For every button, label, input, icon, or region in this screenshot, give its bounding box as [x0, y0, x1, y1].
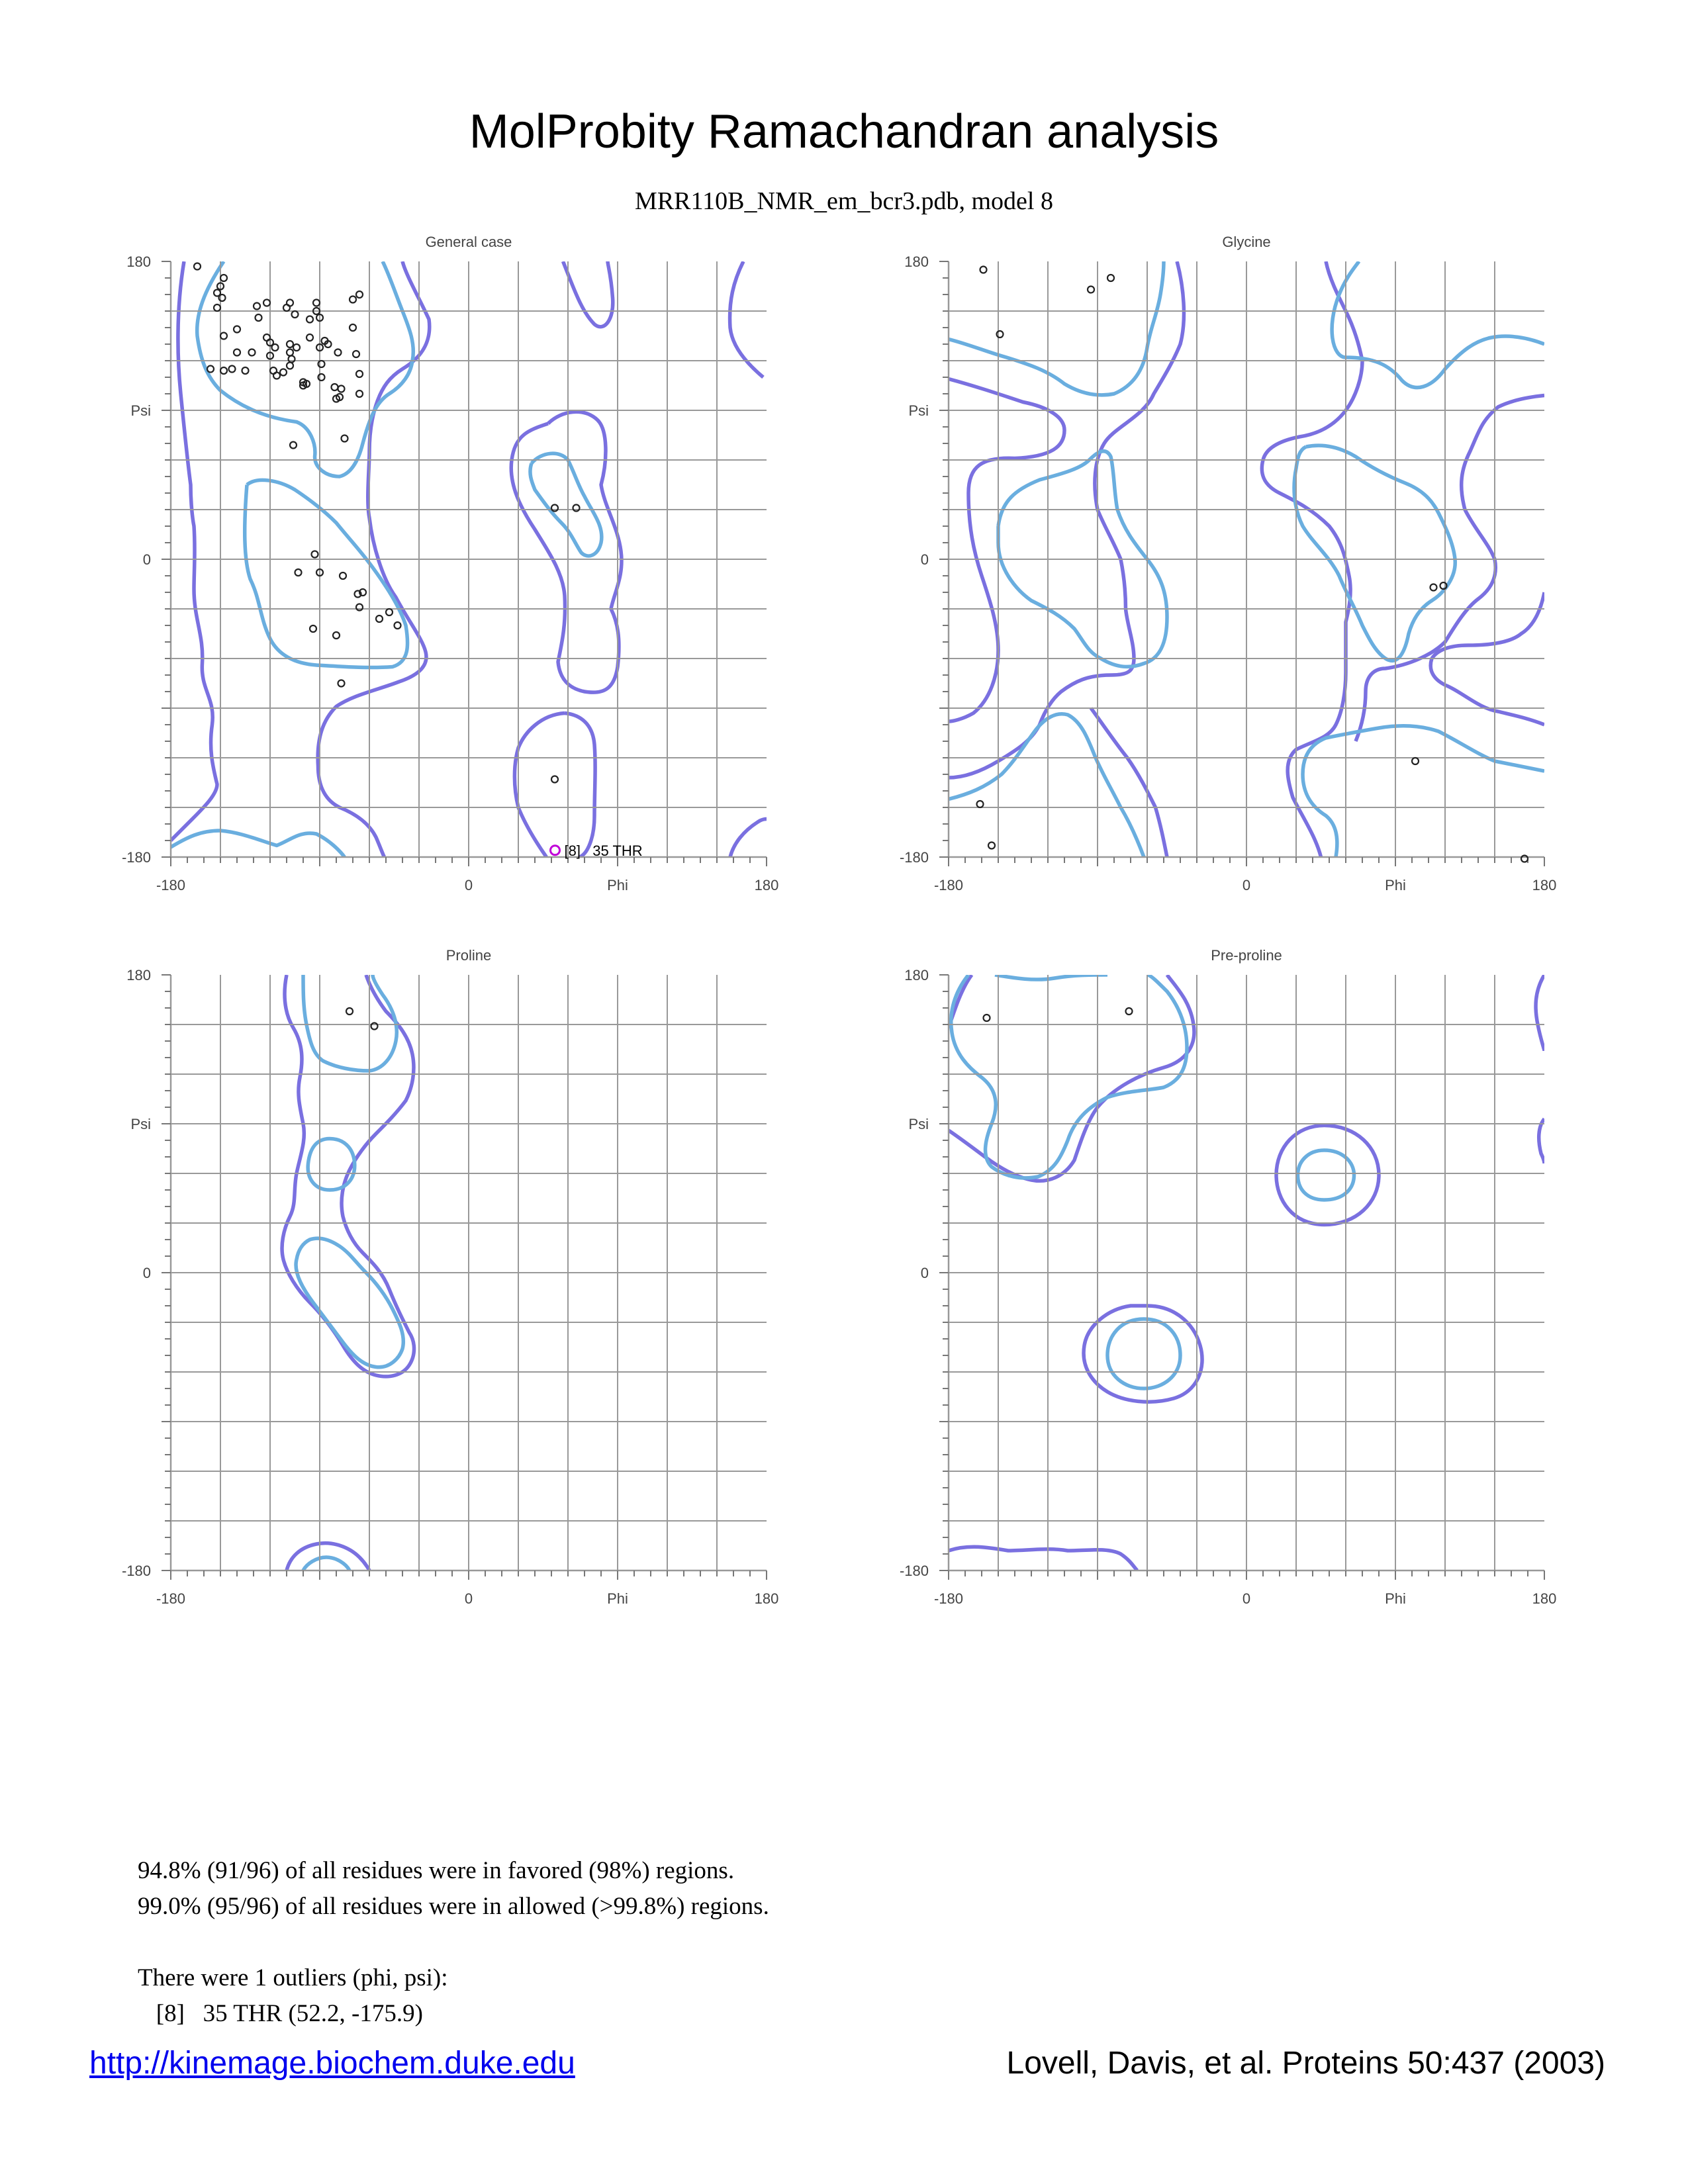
y-tick-label: -180 — [121, 1563, 151, 1579]
x-axis-label: Phi — [607, 1590, 628, 1607]
x-tick-label: 0 — [1242, 1590, 1251, 1607]
y-tick-label: 0 — [920, 1265, 929, 1281]
outlier-line: [8] 35 THR (52.2, -175.9) — [138, 2000, 423, 2027]
pre-proline-plot — [900, 947, 1556, 1607]
residue-point — [350, 296, 356, 303]
residue-point — [346, 1008, 353, 1015]
residue-point — [306, 316, 313, 323]
x-tick-label: 180 — [754, 877, 779, 893]
residue-point — [293, 344, 300, 351]
glycine-title: Glycine — [1222, 234, 1271, 250]
page-title: MolProbity Ramachandran analysis — [469, 105, 1219, 158]
residue-point — [356, 390, 363, 397]
residue-point — [214, 304, 220, 311]
x-axis-label: Phi — [1385, 877, 1406, 893]
residue-point — [306, 334, 313, 341]
residue-point — [1430, 584, 1437, 591]
residue-point — [1126, 1008, 1133, 1015]
residue-point — [292, 311, 299, 318]
residue-point — [386, 609, 393, 615]
y-axis-label: Psi — [130, 402, 151, 419]
general-case-plot — [122, 234, 778, 893]
x-tick-label: 180 — [1532, 1590, 1557, 1607]
residue-point — [287, 341, 293, 347]
summary — [138, 1853, 769, 2032]
residue-point — [1088, 287, 1094, 293]
y-tick-label: 180 — [126, 967, 151, 983]
residue-point — [1412, 758, 1419, 764]
residue-point — [356, 371, 363, 377]
residue-point — [287, 349, 293, 356]
x-tick-label: -180 — [156, 1590, 186, 1607]
x-tick-label: -180 — [933, 877, 964, 893]
y-tick-label: 180 — [904, 967, 929, 983]
pre-proline-title: Pre-proline — [1211, 947, 1282, 964]
citation: Lovell, Davis, et al. Proteins 50:437 (2003) — [1006, 2046, 1605, 2081]
residue-point — [984, 1015, 990, 1021]
page-subtitle: MRR110B_NMR_em_bcr3.pdb, model 8 — [635, 187, 1053, 215]
residue-point — [335, 349, 342, 356]
residue-point — [272, 344, 279, 351]
residue-point — [332, 384, 338, 390]
residue-point — [350, 324, 356, 331]
y-tick-label: -180 — [121, 849, 151, 866]
y-tick-label: 0 — [142, 1265, 151, 1281]
residue-point — [395, 622, 401, 629]
residue-point — [310, 625, 316, 632]
residue-point — [980, 267, 987, 273]
residue-point — [234, 349, 240, 356]
x-tick-label: 0 — [464, 1590, 473, 1607]
residue-point — [290, 442, 297, 449]
proline-plot — [122, 947, 778, 1607]
residue-point — [194, 263, 201, 270]
residue-point — [229, 366, 236, 373]
residue-point — [207, 366, 214, 373]
favored-summary: 94.8% (91/96) of all residues were in favored (98%) regions. — [138, 1857, 735, 1884]
outliers-header: There were 1 outliers (phi, psi): — [138, 1964, 448, 1991]
y-axis-label: Psi — [908, 402, 929, 419]
y-tick-label: -180 — [899, 1563, 929, 1579]
outlier-label: [8] 35 THR — [564, 842, 643, 859]
x-tick-label: 180 — [1532, 877, 1557, 893]
glycine-plot — [900, 234, 1556, 893]
x-tick-label: -180 — [156, 877, 186, 893]
residue-point — [287, 300, 293, 306]
residue-point — [988, 842, 995, 849]
x-tick-label: -180 — [933, 1590, 964, 1607]
residue-point — [280, 369, 287, 376]
residue-point — [256, 314, 262, 321]
residue-point — [234, 326, 240, 333]
x-tick-label: 0 — [464, 877, 473, 893]
general-case-title: General case — [425, 234, 512, 250]
y-tick-label: -180 — [899, 849, 929, 866]
y-tick-label: 180 — [126, 253, 151, 270]
residue-point — [338, 680, 345, 687]
residue-point — [287, 363, 293, 369]
residue-point — [220, 333, 227, 340]
x-axis-label: Phi — [607, 877, 628, 893]
residue-point — [551, 776, 558, 783]
residue-point — [340, 572, 346, 579]
residue-point — [342, 435, 348, 442]
x-tick-label: 180 — [754, 1590, 779, 1607]
residue-point — [242, 367, 249, 374]
x-axis-label: Phi — [1385, 1590, 1406, 1607]
residue-point — [263, 300, 270, 306]
residue-point — [376, 615, 383, 622]
residue-point — [353, 351, 359, 357]
y-tick-label: 0 — [920, 551, 929, 568]
y-tick-label: 0 — [142, 551, 151, 568]
residue-point — [220, 275, 227, 281]
x-tick-label: 0 — [1242, 877, 1251, 893]
residue-point — [220, 367, 227, 374]
outlier-point — [551, 846, 560, 855]
proline-title: Proline — [445, 947, 492, 964]
residue-point — [977, 801, 984, 807]
residue-point — [249, 349, 256, 356]
residue-point — [356, 291, 363, 298]
y-axis-label: Psi — [130, 1116, 151, 1132]
kinemage-link[interactable]: http://kinemage.biochem.duke.edu — [89, 2046, 575, 2081]
allowed-summary: 99.0% (95/96) of all residues were in allowed (>99.8%) regions. — [138, 1893, 769, 1920]
residue-point — [313, 300, 320, 306]
residue-point — [295, 569, 302, 576]
residue-point — [338, 386, 345, 392]
residue-point — [333, 632, 340, 639]
y-axis-label: Psi — [908, 1116, 929, 1132]
y-tick-label: 180 — [904, 253, 929, 270]
residue-point — [312, 551, 318, 558]
residue-point — [273, 373, 280, 379]
residue-point — [1107, 275, 1114, 281]
residue-point — [254, 303, 260, 310]
